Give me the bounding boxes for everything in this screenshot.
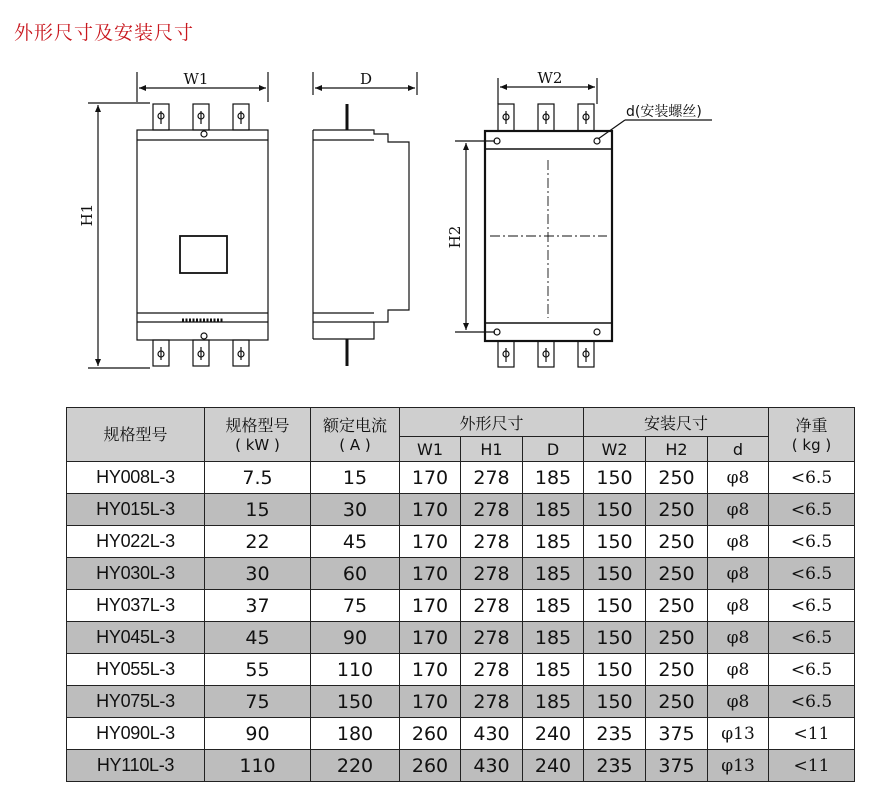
cell-d: 240 [523,718,584,750]
cell-h2: 250 [646,590,708,622]
cell-model: HY015L-3 [67,494,205,526]
cell-d: 185 [523,654,584,686]
cell-model: HY110L-3 [67,750,205,782]
cell-w2: 235 [584,718,646,750]
spec-table [66,407,855,782]
cell-a: 110 [311,654,400,686]
page-title: 外形尺寸及安装尺寸 [14,22,195,44]
cell-screw: φ13 [708,718,769,750]
cell-h1: 430 [461,718,523,750]
cell-kg: <6.5 [769,622,855,654]
cell-a: 15 [311,462,400,494]
cell-kw: 75 [205,686,311,718]
cell-a: 75 [311,590,400,622]
cell-h1: 278 [461,494,523,526]
header-w2: W2 [584,437,646,462]
cell-kw: 37 [205,590,311,622]
header-h2: H2 [646,437,708,462]
cell-h2: 375 [646,750,708,782]
cell-w1: 170 [400,494,461,526]
cell-w1: 260 [400,750,461,782]
header-d: D [523,437,584,462]
cell-d: 185 [523,558,584,590]
cell-kg: <6.5 [769,590,855,622]
cell-w1: 170 [400,462,461,494]
cell-screw: φ8 [708,558,769,590]
table-row [67,558,855,590]
front-top-terminals [153,104,249,130]
cell-w1: 170 [400,558,461,590]
cell-d: 185 [523,622,584,654]
cell-h2: 250 [646,494,708,526]
cell-kw: 7.5 [205,462,311,494]
cell-a: 60 [311,558,400,590]
table-row [67,654,855,686]
cell-d: 185 [523,494,584,526]
cell-kg: <6.5 [769,526,855,558]
cell-d: 185 [523,462,584,494]
header-current: 额定电流 ( A ) [311,408,400,462]
cell-w2: 150 [584,494,646,526]
header-power: 规格型号 ( kW ) [205,408,311,462]
cell-kw: 110 [205,750,311,782]
cell-h1: 278 [461,558,523,590]
header-model: 规格型号 [67,408,205,462]
mount-view [455,78,712,367]
cell-h2: 250 [646,654,708,686]
cell-h2: 250 [646,462,708,494]
cell-kw: 90 [205,718,311,750]
cell-kg: <6.5 [769,558,855,590]
cell-model: HY055L-3 [67,654,205,686]
cell-kg: <11 [769,718,855,750]
cell-h1: 278 [461,462,523,494]
cell-w2: 150 [584,590,646,622]
table-row [67,622,855,654]
cell-kw: 45 [205,622,311,654]
cell-model: HY090L-3 [67,718,205,750]
cell-kw: 15 [205,494,311,526]
cell-screw: φ8 [708,462,769,494]
table-row [67,526,855,558]
cell-screw: φ8 [708,622,769,654]
cell-h2: 250 [646,622,708,654]
table-row [67,718,855,750]
table-row [67,494,855,526]
cell-w1: 170 [400,526,461,558]
cell-model: HY075L-3 [67,686,205,718]
cell-kg: <6.5 [769,494,855,526]
cell-w1: 170 [400,590,461,622]
cell-h1: 278 [461,526,523,558]
cell-w2: 150 [584,622,646,654]
cell-kw: 55 [205,654,311,686]
cell-kg: <11 [769,750,855,782]
header-outline: 外形尺寸 [400,408,584,437]
cell-h1: 278 [461,622,523,654]
cell-a: 180 [311,718,400,750]
cell-h1: 430 [461,750,523,782]
table-row [67,590,855,622]
cell-w2: 150 [584,526,646,558]
cell-a: 45 [311,526,400,558]
cell-screw: φ13 [708,750,769,782]
cell-kw: 22 [205,526,311,558]
cell-w1: 260 [400,718,461,750]
cell-screw: φ8 [708,686,769,718]
cell-w2: 150 [584,462,646,494]
cell-screw: φ8 [708,590,769,622]
cell-h1: 278 [461,590,523,622]
cell-screw: φ8 [708,494,769,526]
cell-model: HY022L-3 [67,526,205,558]
cell-w2: 150 [584,686,646,718]
front-bottom-terminals [153,340,249,366]
table-row [67,462,855,494]
cell-d: 185 [523,590,584,622]
cell-h1: 278 [461,654,523,686]
cell-model: HY037L-3 [67,590,205,622]
front-view [88,72,268,368]
header-h1: H1 [461,437,523,462]
cell-a: 220 [311,750,400,782]
cell-screw: φ8 [708,526,769,558]
h1-label: H1 [78,203,96,227]
cell-a: 90 [311,622,400,654]
table-row [67,750,855,782]
cell-d: 185 [523,526,584,558]
cell-w1: 170 [400,686,461,718]
cell-model: HY030L-3 [67,558,205,590]
cell-w2: 150 [584,558,646,590]
cell-h2: 250 [646,526,708,558]
w1-label: W1 [183,70,209,88]
cell-w1: 170 [400,654,461,686]
header-install: 安装尺寸 [584,408,769,437]
cell-d: 240 [523,750,584,782]
cell-d: 185 [523,686,584,718]
header-w1: W1 [400,437,461,462]
cell-h2: 250 [646,558,708,590]
cell-kg: <6.5 [769,462,855,494]
cell-a: 30 [311,494,400,526]
table-row [67,686,855,718]
cell-a: 150 [311,686,400,718]
cell-w2: 235 [584,750,646,782]
cell-model: HY008L-3 [67,462,205,494]
cell-kw: 30 [205,558,311,590]
cell-screw: φ8 [708,654,769,686]
header-weight: 净重 ( kg ) [769,408,855,462]
cell-model: HY045L-3 [67,622,205,654]
h2-label: H2 [446,225,464,249]
d-label: D [359,70,373,88]
cell-h2: 375 [646,718,708,750]
screw-label: d(安装螺丝) [626,104,702,120]
cell-h2: 250 [646,686,708,718]
cell-w1: 170 [400,622,461,654]
cell-kg: <6.5 [769,686,855,718]
cell-w2: 150 [584,654,646,686]
cell-h1: 278 [461,686,523,718]
header-screw: d [708,437,769,462]
side-view [313,72,417,366]
w2-label: W2 [537,69,563,87]
cell-kg: <6.5 [769,654,855,686]
